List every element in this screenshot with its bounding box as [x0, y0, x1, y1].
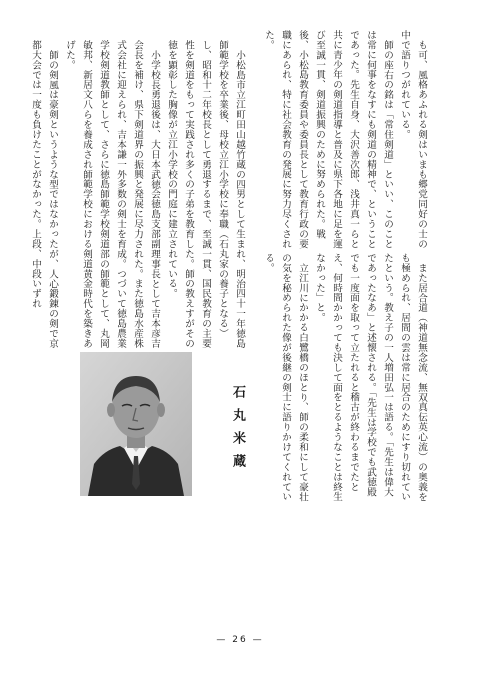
left-text-column: [30, 40, 248, 352]
paragraph: も可、風格あふれる剣はいまも郷党同好の士の中で語りつがれている。: [399, 30, 427, 249]
paragraph: 師の剣風は豪剣というような型ではなかったが、人心鍛錬の剣で京都大会では一度も負けたことがなかった。上段、中段いずれ: [30, 40, 58, 349]
paragraph: 立江川にかかる白鷺橋のほとり、師の柔和にして豪壮の気を秘められた像が後継の剣士に語りかけてくれている。: [263, 253, 308, 502]
paragraph: 小松島市立江町田山越竹蔵の四男として生まれ、明治四十一年徳島師範学校を卒業後、母校立江小学校に奉職（石丸家の養子となる）し、昭和十二年校長として勇退するまで、至誠一貫、国民教育の主要性を剣道をもって実践され多くの子弟を教育した。師の教えすがその徳を顕彰した胸像が立江小学校の門庭に建立されている。: [166, 40, 245, 349]
portrait-illustration: [80, 352, 192, 496]
paragraph: 小学校長勇退後は、大日本武徳会徳島支部副理事長として吉本彦吉会長を補け、県下剣道界の振興と発展に尽力された。また徳島水産株式会社に迎えられ、吉本謙一外多数の剣士を育成。つづいて徳島農業学校剣道教師として、さらに徳島師範学校剣道部の師範として、丸岡敏邦、新居文八らを養成され師範学校における剣道黄金時代を築きあげた。: [64, 40, 160, 349]
portrait-photo: [80, 352, 192, 496]
paragraph: また居合道（神道無念流、無双真伝英心流）の奥義をも極められ、居間の雲は常に居合のためにすり切れていたという。教え子の一人増田弘一は語る。「先生は偉大であったなあ」と述懐される。「先生は学校でも武徳殿でも一度面を取って立たれると稽古が終わるまでたとえ、何時間かかっても決して面をとるようなことは終生なかった」と。: [314, 253, 427, 502]
paragraph: 師の座右の銘は「常住剣道」といい、このことは常に何事をなすにも剣道の精神で、ということであった。先生自身、大沢善次郎、浅井真一らと共に青少年の剣道指導と普及に県下各地に足を運び至誠一貫、剣道振興のために努められた。戦後、小松島教育委員や委員長として教育行政の要職にあられ、特に社会教育の発展に努力尽くされた。: [263, 30, 393, 249]
page-number: — 26 —: [216, 635, 264, 645]
person-name: 石丸米蔵: [230, 385, 245, 477]
